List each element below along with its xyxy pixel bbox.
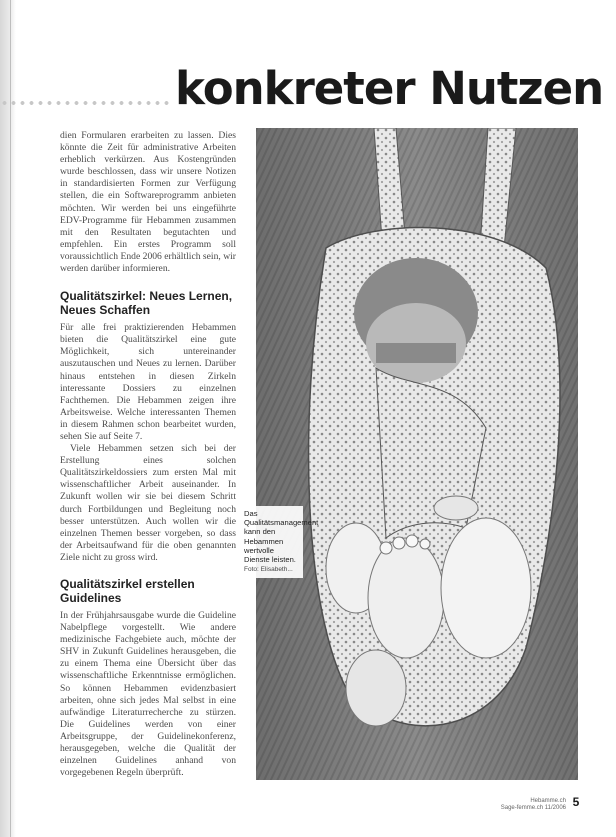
page-fold-line (10, 0, 11, 837)
heading-guidelines: Qualitätszirkel erstellen Guidelines (60, 577, 195, 605)
journal-line-1: Hebamme.ch (530, 798, 566, 804)
page-number: 5 (572, 795, 580, 809)
journal-line-2: Sage-femme.ch 11/2006 (500, 805, 566, 811)
baby-in-sling-photo (256, 128, 578, 780)
caption-box (241, 506, 319, 578)
paragraph-intro: dien Formularen erarbeiten zu lassen. Dies könnte die Zeit für administrative Arbeiten erheblich verkürzen. Aus Kostengründen wurde beschlossen, dass wir unsere Notizen in standardisierten Formen zur Verfügung stellen, die ein Softwareprogramm anbieten möchten. Wir werden bei uns eingeführte EDV-Programme für Hebammen zusammen mit den Resultaten begutachten und empfehlen. Ein erstes Programm soll voraussichtlich Ende 2006 erhältlich sein, wir werden darüber informieren. (60, 130, 236, 275)
heading-qualitaetszirkel-lernen: Qualitätszirkel: Neues Lernen, Neues Schaffen (60, 289, 233, 318)
binding-shadow (0, 0, 16, 837)
paragraph-qualitaetszirkel-1: Für alle frei praktizierenden Hebammen bieten die Qualitätszirkel eine gute Möglichkeit, sich untereinander auszutauschen und Neues zu lernen. Darüber hinaus entstehen in diesen Zirkeln interessante Dossiers zu einzelnen Fachthemen. Die Hebammen zeigen ihre Arbeitsweise. Welche interessanten Themen in diesem Rahmen schon bearbeitet wurden, sehen Sie auf Seite 7. (60, 322, 236, 442)
photo-caption (241, 506, 319, 578)
photo-credit: Foto: Elisabeth... (244, 566, 293, 574)
paragraph-guidelines: In der Frühjahrsausgabe wurde die Guideline Nabelpflege vorgestellt. Wie andere medizinische Fachgebiete auch, möchte der SHV in Zukunft Guidelines herausgeben, die zu einem Thema eine Übersicht über das wissenschaftliche Erkenntnisse ermöglichen. So können Hebammen evidenzbasiert arbeiten, ohne sich jedes Mal selbst in eine aufwändige Literaturrecherche zu stürzen. Die Guidelines werden von einer Arbeitsgruppe, der Guidelinekonferenz, herausgegeben, welche die Qualität der einzelnen Guidelines anhand von vorgegebenen Regeln überprüft. (60, 610, 236, 779)
decorative-dot-line (0, 100, 170, 106)
article-column (60, 130, 236, 779)
paragraph-qualitaetszirkel-2: Viele Hebammen setzen sich bei der Erstellung eines solchen Qualitätszirkeldossiers zum ersten Mal mit wissenschaftlicher Arbeit auseinander. In Zukunft wollen wir sie bei diesem Schritt durch Fortbildungen und Begleitung noch besser unterstützen. Auch wollen wir die einzelnen Themen besser vorgeben, so dass der Arbeitsaufwand für die oben genannten Ziele nicht zu gross wird. (60, 443, 236, 563)
journal-info (480, 798, 566, 812)
caption-text: Das Qualitätsmanagement kann den Hebammen wertvolle Dienste leisten. (244, 509, 319, 565)
page-title: konkreter Nutzen (175, 62, 604, 115)
